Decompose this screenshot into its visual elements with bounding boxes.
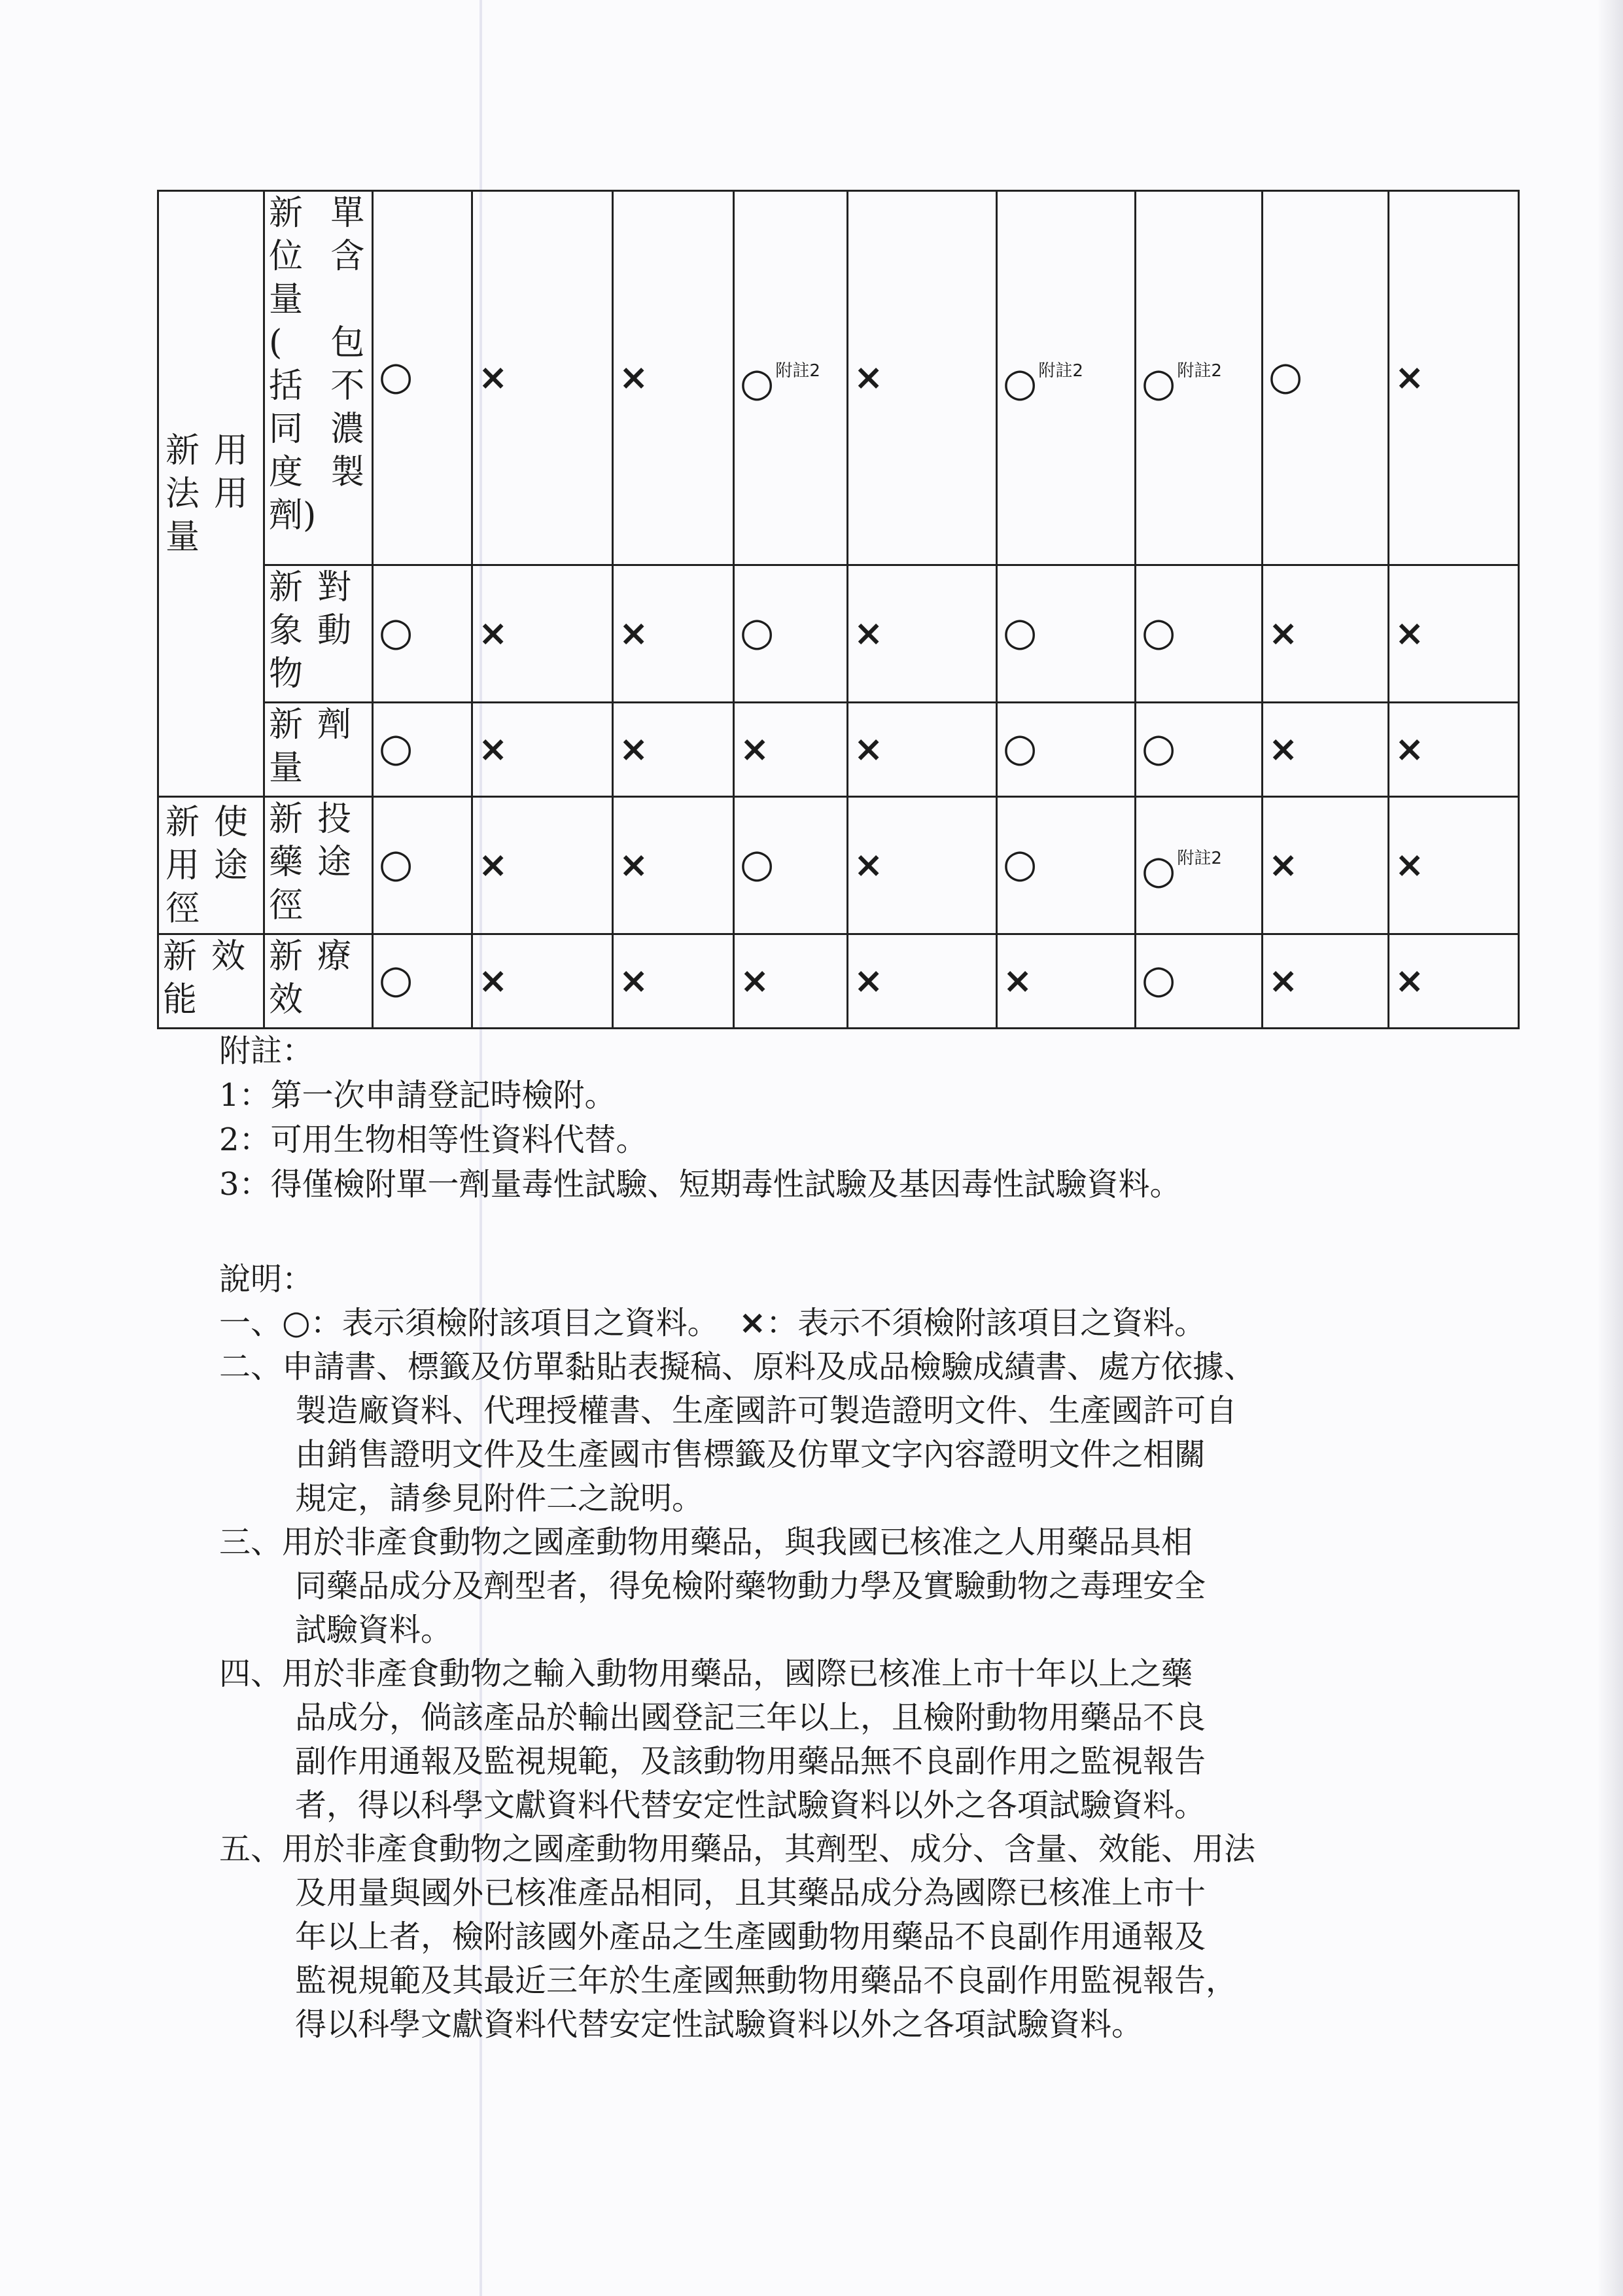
item-number: 二、 bbox=[219, 1349, 283, 1385]
mark-cell bbox=[1136, 565, 1263, 703]
mark: × bbox=[740, 959, 770, 1001]
mark: × bbox=[478, 843, 508, 885]
mark: × bbox=[1268, 728, 1299, 769]
row-label-new-indication: 新 效 療 bbox=[264, 934, 373, 1029]
mark: × bbox=[1395, 843, 1425, 885]
mark-cell bbox=[734, 703, 848, 797]
item-line: 年以上者，檢附該國外產品之生產國動物用藥品不良副作用通報及 bbox=[295, 1918, 1206, 1955]
mark-cell bbox=[373, 565, 472, 703]
mark-cell bbox=[734, 797, 848, 934]
mark: ○ bbox=[740, 840, 775, 887]
group-label-new-dosage: 新 法 量 用 用 bbox=[158, 191, 264, 797]
item-text-a: ：表示須檢附該項目之資料。 bbox=[310, 1305, 719, 1341]
mark-cell bbox=[1389, 191, 1519, 565]
explanation-item-1 bbox=[219, 1301, 1508, 1345]
mark-cell bbox=[1263, 565, 1389, 703]
mark: × bbox=[478, 356, 508, 398]
mark: ○ bbox=[379, 353, 413, 399]
item-line: 用於非產食動物之輸入動物用藥品，國際已核准上市十年以上之藥 bbox=[282, 1655, 1193, 1692]
footnotes bbox=[219, 1029, 1181, 1207]
explanation-item-4 bbox=[219, 1652, 1508, 1828]
mark-cell bbox=[1136, 797, 1263, 934]
row-label-new-unit-content: 新 位 量 ( 括 同 度 劑) 單 含 包 不 濃 製 bbox=[264, 191, 373, 565]
mark: × bbox=[854, 959, 884, 1001]
mark-cell bbox=[997, 191, 1136, 565]
mark-cell bbox=[1263, 797, 1389, 934]
footnotes-heading: 附註： bbox=[219, 1033, 314, 1069]
mark-cell bbox=[613, 565, 734, 703]
group-label-new-route: 新 用 徑 使 途 bbox=[158, 797, 264, 934]
mark: ○ bbox=[1142, 847, 1176, 893]
mark-cell bbox=[1263, 191, 1389, 565]
item-line: 由銷售證明文件及生產國市售標籤及仿單文字內容證明文件之相關 bbox=[295, 1436, 1206, 1473]
mark-cell bbox=[613, 703, 734, 797]
mark: × bbox=[1395, 728, 1425, 769]
mark: ○ bbox=[740, 360, 775, 406]
item-number: 三、 bbox=[219, 1524, 283, 1561]
item-line: 申請書、標籤及仿單黏貼表擬稿、原料及成品檢驗成績書、處方依據、 bbox=[282, 1349, 1256, 1385]
item-line: 監視規範及其最近三年於生產國無動物用藥品不良副作用監視報告， bbox=[295, 1962, 1238, 1999]
mark: × bbox=[619, 356, 649, 398]
mark-cell bbox=[997, 797, 1136, 934]
mark: ○ bbox=[1003, 840, 1038, 887]
mark: ○ bbox=[1003, 724, 1038, 771]
mark: ○ bbox=[379, 956, 413, 1002]
mark: ○ bbox=[1003, 360, 1038, 406]
mark-cell bbox=[373, 703, 472, 797]
mark: × bbox=[619, 612, 649, 654]
row-label-new-dose: 新 量 劑 bbox=[264, 703, 373, 797]
mark: × bbox=[1268, 612, 1299, 654]
mark: ○ bbox=[379, 609, 413, 655]
mark: ○ bbox=[1142, 360, 1176, 406]
mark-cell bbox=[997, 565, 1136, 703]
mark: ○ bbox=[379, 724, 413, 771]
mark-cell bbox=[1263, 934, 1389, 1029]
table-row bbox=[158, 703, 1519, 797]
table-row bbox=[158, 934, 1519, 1029]
mark: ○ bbox=[740, 609, 775, 655]
mark-cell bbox=[472, 934, 613, 1029]
mark: ○ bbox=[1268, 353, 1303, 399]
mark-cell bbox=[848, 191, 997, 565]
row-label-new-target-animal: 新 象 物 對 動 bbox=[264, 565, 373, 703]
item-line: 用於非產食動物之國產動物用藥品，與我國已核准之人用藥品具相 bbox=[282, 1524, 1193, 1561]
mark: × bbox=[1003, 959, 1033, 1001]
explanation bbox=[219, 1258, 1508, 2047]
mark: × bbox=[1395, 356, 1425, 398]
mark-cell bbox=[373, 797, 472, 934]
footnote-item: 3：得僅檢附單一劑量毒性試驗、短期毒性試驗及基因毒性試驗資料。 bbox=[219, 1166, 1181, 1203]
mark-cell bbox=[1389, 934, 1519, 1029]
item-line: 規定，請參見附件二之說明。 bbox=[295, 1480, 704, 1517]
mark-cell bbox=[848, 797, 997, 934]
mark: × bbox=[854, 612, 884, 654]
table-row bbox=[158, 797, 1519, 934]
item-line: 同藥品成分及劑型者，得免檢附藥物動力學及實驗動物之毒理安全 bbox=[295, 1568, 1206, 1604]
mark-cell bbox=[613, 797, 734, 934]
mark: × bbox=[478, 959, 508, 1001]
mark-cell bbox=[1389, 703, 1519, 797]
mark: ○ bbox=[1142, 956, 1176, 1002]
mark: × bbox=[478, 612, 508, 654]
mark: ○ bbox=[1142, 724, 1176, 771]
item-line: 得以科學文獻資料代替安定性試驗資料以外之各項試驗資料。 bbox=[295, 2006, 1143, 2043]
mark-cell bbox=[1136, 191, 1263, 565]
explanation-heading: 說明： bbox=[219, 1261, 314, 1298]
mark-cell bbox=[1136, 703, 1263, 797]
mark: ○ bbox=[379, 840, 413, 887]
mark-cell bbox=[1263, 703, 1389, 797]
footnote-ref: 附註2 bbox=[1177, 361, 1222, 381]
mark: × bbox=[854, 843, 884, 885]
mark-cell bbox=[613, 191, 734, 565]
mark-cell bbox=[472, 703, 613, 797]
mark-cell bbox=[472, 191, 613, 565]
item-line: 試驗資料。 bbox=[295, 1612, 453, 1648]
explanation-item-5 bbox=[219, 1828, 1508, 2047]
item-text bbox=[282, 1301, 1206, 1345]
mark-cell bbox=[613, 934, 734, 1029]
mark-cell bbox=[997, 703, 1136, 797]
explanation-item-2 bbox=[219, 1345, 1508, 1521]
mark-cell bbox=[997, 934, 1136, 1029]
mark: × bbox=[619, 959, 649, 1001]
mark: × bbox=[1395, 612, 1425, 654]
item-line: 者，得以科學文獻資料代替安定性試驗資料以外之各項試驗資料。 bbox=[295, 1787, 1206, 1824]
footnote-item: 1：第一次申請登記時檢附。 bbox=[219, 1077, 616, 1114]
item-line: 及用量與國外已核准產品相同，且其藥品成分為國際已核准上市十 bbox=[295, 1875, 1206, 1911]
mark-cell bbox=[1389, 797, 1519, 934]
item-line: 品成分，倘該產品於輸出國登記三年以上，且檢附動物用藥品不良 bbox=[295, 1699, 1206, 1736]
explanation-item-3 bbox=[219, 1521, 1508, 1652]
cross-mark: × bbox=[739, 1303, 767, 1341]
item-number: 一、 bbox=[219, 1305, 283, 1341]
footnote-item: 2：可用生物相等性資料代替。 bbox=[219, 1122, 648, 1158]
scan-artifact-edge bbox=[1597, 0, 1623, 2296]
footnote-ref: 附註2 bbox=[1177, 849, 1222, 868]
mark: × bbox=[1268, 959, 1299, 1001]
mark: × bbox=[619, 728, 649, 769]
mark: × bbox=[1268, 843, 1299, 885]
requirements-table bbox=[157, 190, 1520, 1029]
mark: × bbox=[478, 728, 508, 769]
mark-cell bbox=[472, 797, 613, 934]
row-label-new-admin-route: 新 藥 徑 投 途 bbox=[264, 797, 373, 934]
mark-cell bbox=[848, 565, 997, 703]
item-line: 副作用通報及監視規範，及該動物用藥品無不良副作用之監視報告 bbox=[295, 1743, 1206, 1780]
mark-cell bbox=[848, 934, 997, 1029]
table-row bbox=[158, 565, 1519, 703]
item-number: 五、 bbox=[219, 1831, 283, 1867]
footnote-ref: 附註2 bbox=[775, 361, 820, 381]
mark: ○ bbox=[1142, 609, 1176, 655]
mark: ○ bbox=[1003, 609, 1038, 655]
group-label-new-efficacy: 新 能 效 bbox=[158, 934, 264, 1029]
footnote-ref: 附註2 bbox=[1038, 361, 1083, 381]
mark: × bbox=[854, 728, 884, 769]
mark: × bbox=[854, 356, 884, 398]
mark-cell bbox=[1136, 934, 1263, 1029]
mark-cell bbox=[373, 934, 472, 1029]
item-text-b: ：表示不須檢附該項目之資料。 bbox=[766, 1305, 1206, 1341]
table-row bbox=[158, 191, 1519, 565]
mark-cell bbox=[734, 565, 848, 703]
mark: × bbox=[619, 843, 649, 885]
mark-cell bbox=[472, 565, 613, 703]
mark-cell bbox=[1389, 565, 1519, 703]
mark: × bbox=[740, 728, 770, 769]
item-number: 四、 bbox=[219, 1655, 283, 1692]
item-line: 用於非產食動物之國產動物用藥品，其劑型、成分、含量、效能、用法 bbox=[282, 1831, 1256, 1867]
circle-mark: ○ bbox=[282, 1303, 311, 1341]
mark-cell bbox=[734, 191, 848, 565]
mark: × bbox=[1395, 959, 1425, 1001]
mark-cell bbox=[734, 934, 848, 1029]
mark-cell bbox=[373, 191, 472, 565]
item-line: 製造廠資料、代理授權書、生產國許可製造證明文件、生產國許可自 bbox=[295, 1392, 1238, 1429]
mark-cell bbox=[848, 703, 997, 797]
